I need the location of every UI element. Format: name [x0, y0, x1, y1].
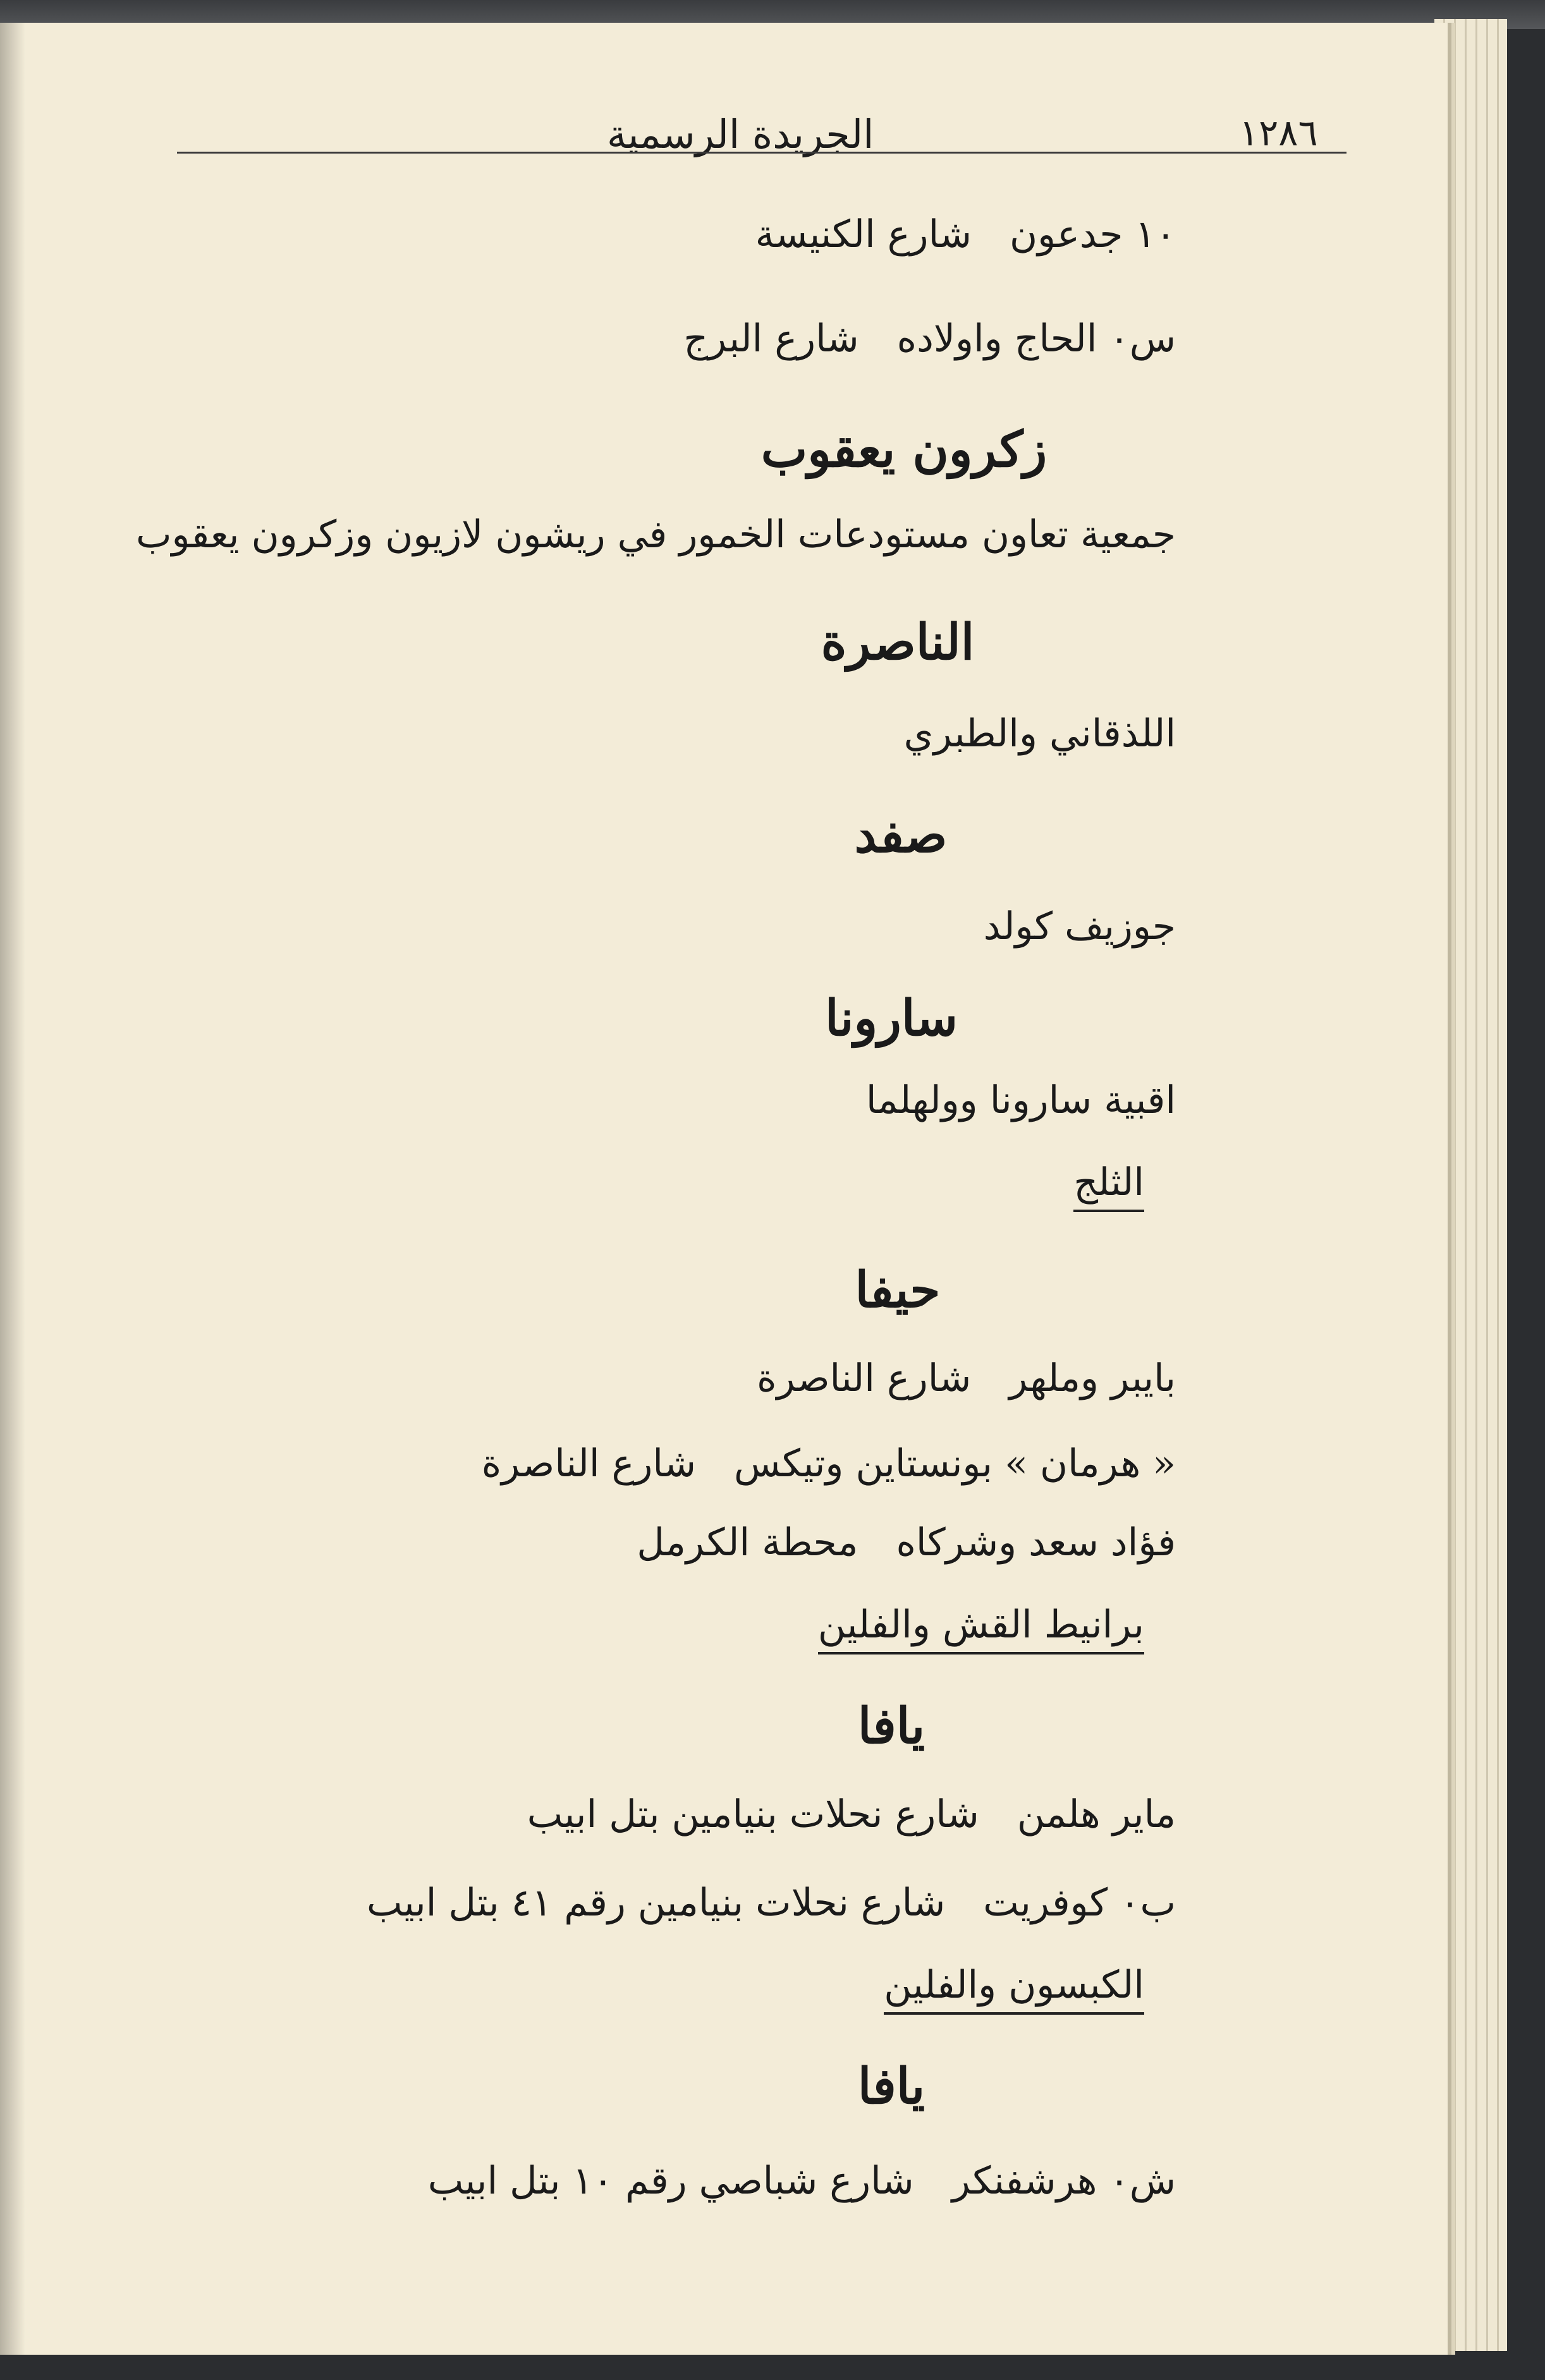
section-heading: زكرون يعقوب — [760, 421, 1047, 478]
list-item — [527, 1792, 1176, 1837]
entry-name: فؤاد سعد وشركاه — [896, 1521, 1176, 1565]
entry-name: ماير هلمن — [1017, 1792, 1176, 1837]
list-item — [367, 1881, 1176, 1925]
entry-name: جوزيف كولد — [983, 904, 1176, 949]
list-item — [984, 904, 1176, 949]
entry-name: « هرمان » بونستاين وتيكس — [733, 1442, 1176, 1486]
entry-street: شارع نحلات بنيامين بتل ابيب — [527, 1792, 979, 1837]
product-subheading: الثلج — [1073, 1160, 1144, 1212]
running-title: الجريدة الرسمية — [607, 111, 874, 157]
entry-street: محطة الكرمل — [637, 1521, 858, 1565]
entry-name: ١٠ جدعون — [1010, 212, 1176, 257]
header-rule — [177, 152, 1347, 154]
list-item — [866, 1078, 1176, 1122]
gazette-page — [0, 23, 1448, 2355]
list-item — [757, 1356, 1176, 1400]
section-heading: يافا — [857, 1697, 925, 1755]
entry-name: اقبية سارونا وولهلما — [865, 1078, 1176, 1122]
list-item — [482, 1442, 1176, 1486]
list-item — [683, 317, 1176, 361]
entry-name: جمعية تعاون مستودعات الخمور في ريشون لازيون وزكرون يعقوب — [136, 513, 1176, 557]
entry-street: شارع الكنيسة — [755, 212, 972, 257]
list-item — [637, 1521, 1176, 1565]
product-subheading: برانيط القش والفلين — [818, 1603, 1144, 1654]
section-heading: الناصرة — [821, 614, 975, 671]
entry-street: شارع شباصي رقم ١٠ بتل ابيب — [427, 2159, 914, 2203]
list-item — [136, 513, 1176, 557]
entry-name: اللذقاني والطبري — [903, 712, 1176, 756]
list-item — [904, 712, 1176, 756]
list-item — [755, 212, 1176, 257]
page-gutter-shadow — [0, 23, 25, 2355]
entry-street: شارع الناصرة — [481, 1442, 696, 1486]
entry-name: س٠ الحاج واولاده — [896, 317, 1176, 361]
entry-street: شارع البرج — [683, 317, 859, 361]
section-heading: يافا — [857, 2058, 925, 2115]
entry-name: ش٠ هرشفنكر — [951, 2159, 1176, 2203]
entry-name: ب٠ كوفريت — [983, 1881, 1176, 1925]
list-item — [428, 2159, 1176, 2203]
product-subheading: الكبسون والفلين — [884, 1963, 1144, 2015]
section-heading: حيفا — [855, 1261, 941, 1319]
section-heading: صفد — [854, 806, 948, 864]
page-number: ١٢٨٦ — [1239, 111, 1318, 154]
entry-street: شارع الناصرة — [757, 1356, 972, 1400]
entry-name: بايبر وملهر — [1009, 1356, 1176, 1400]
entry-street: شارع نحلات بنيامين رقم ٤١ بتل ابيب — [366, 1881, 946, 1925]
section-heading: سارونا — [825, 990, 958, 1047]
